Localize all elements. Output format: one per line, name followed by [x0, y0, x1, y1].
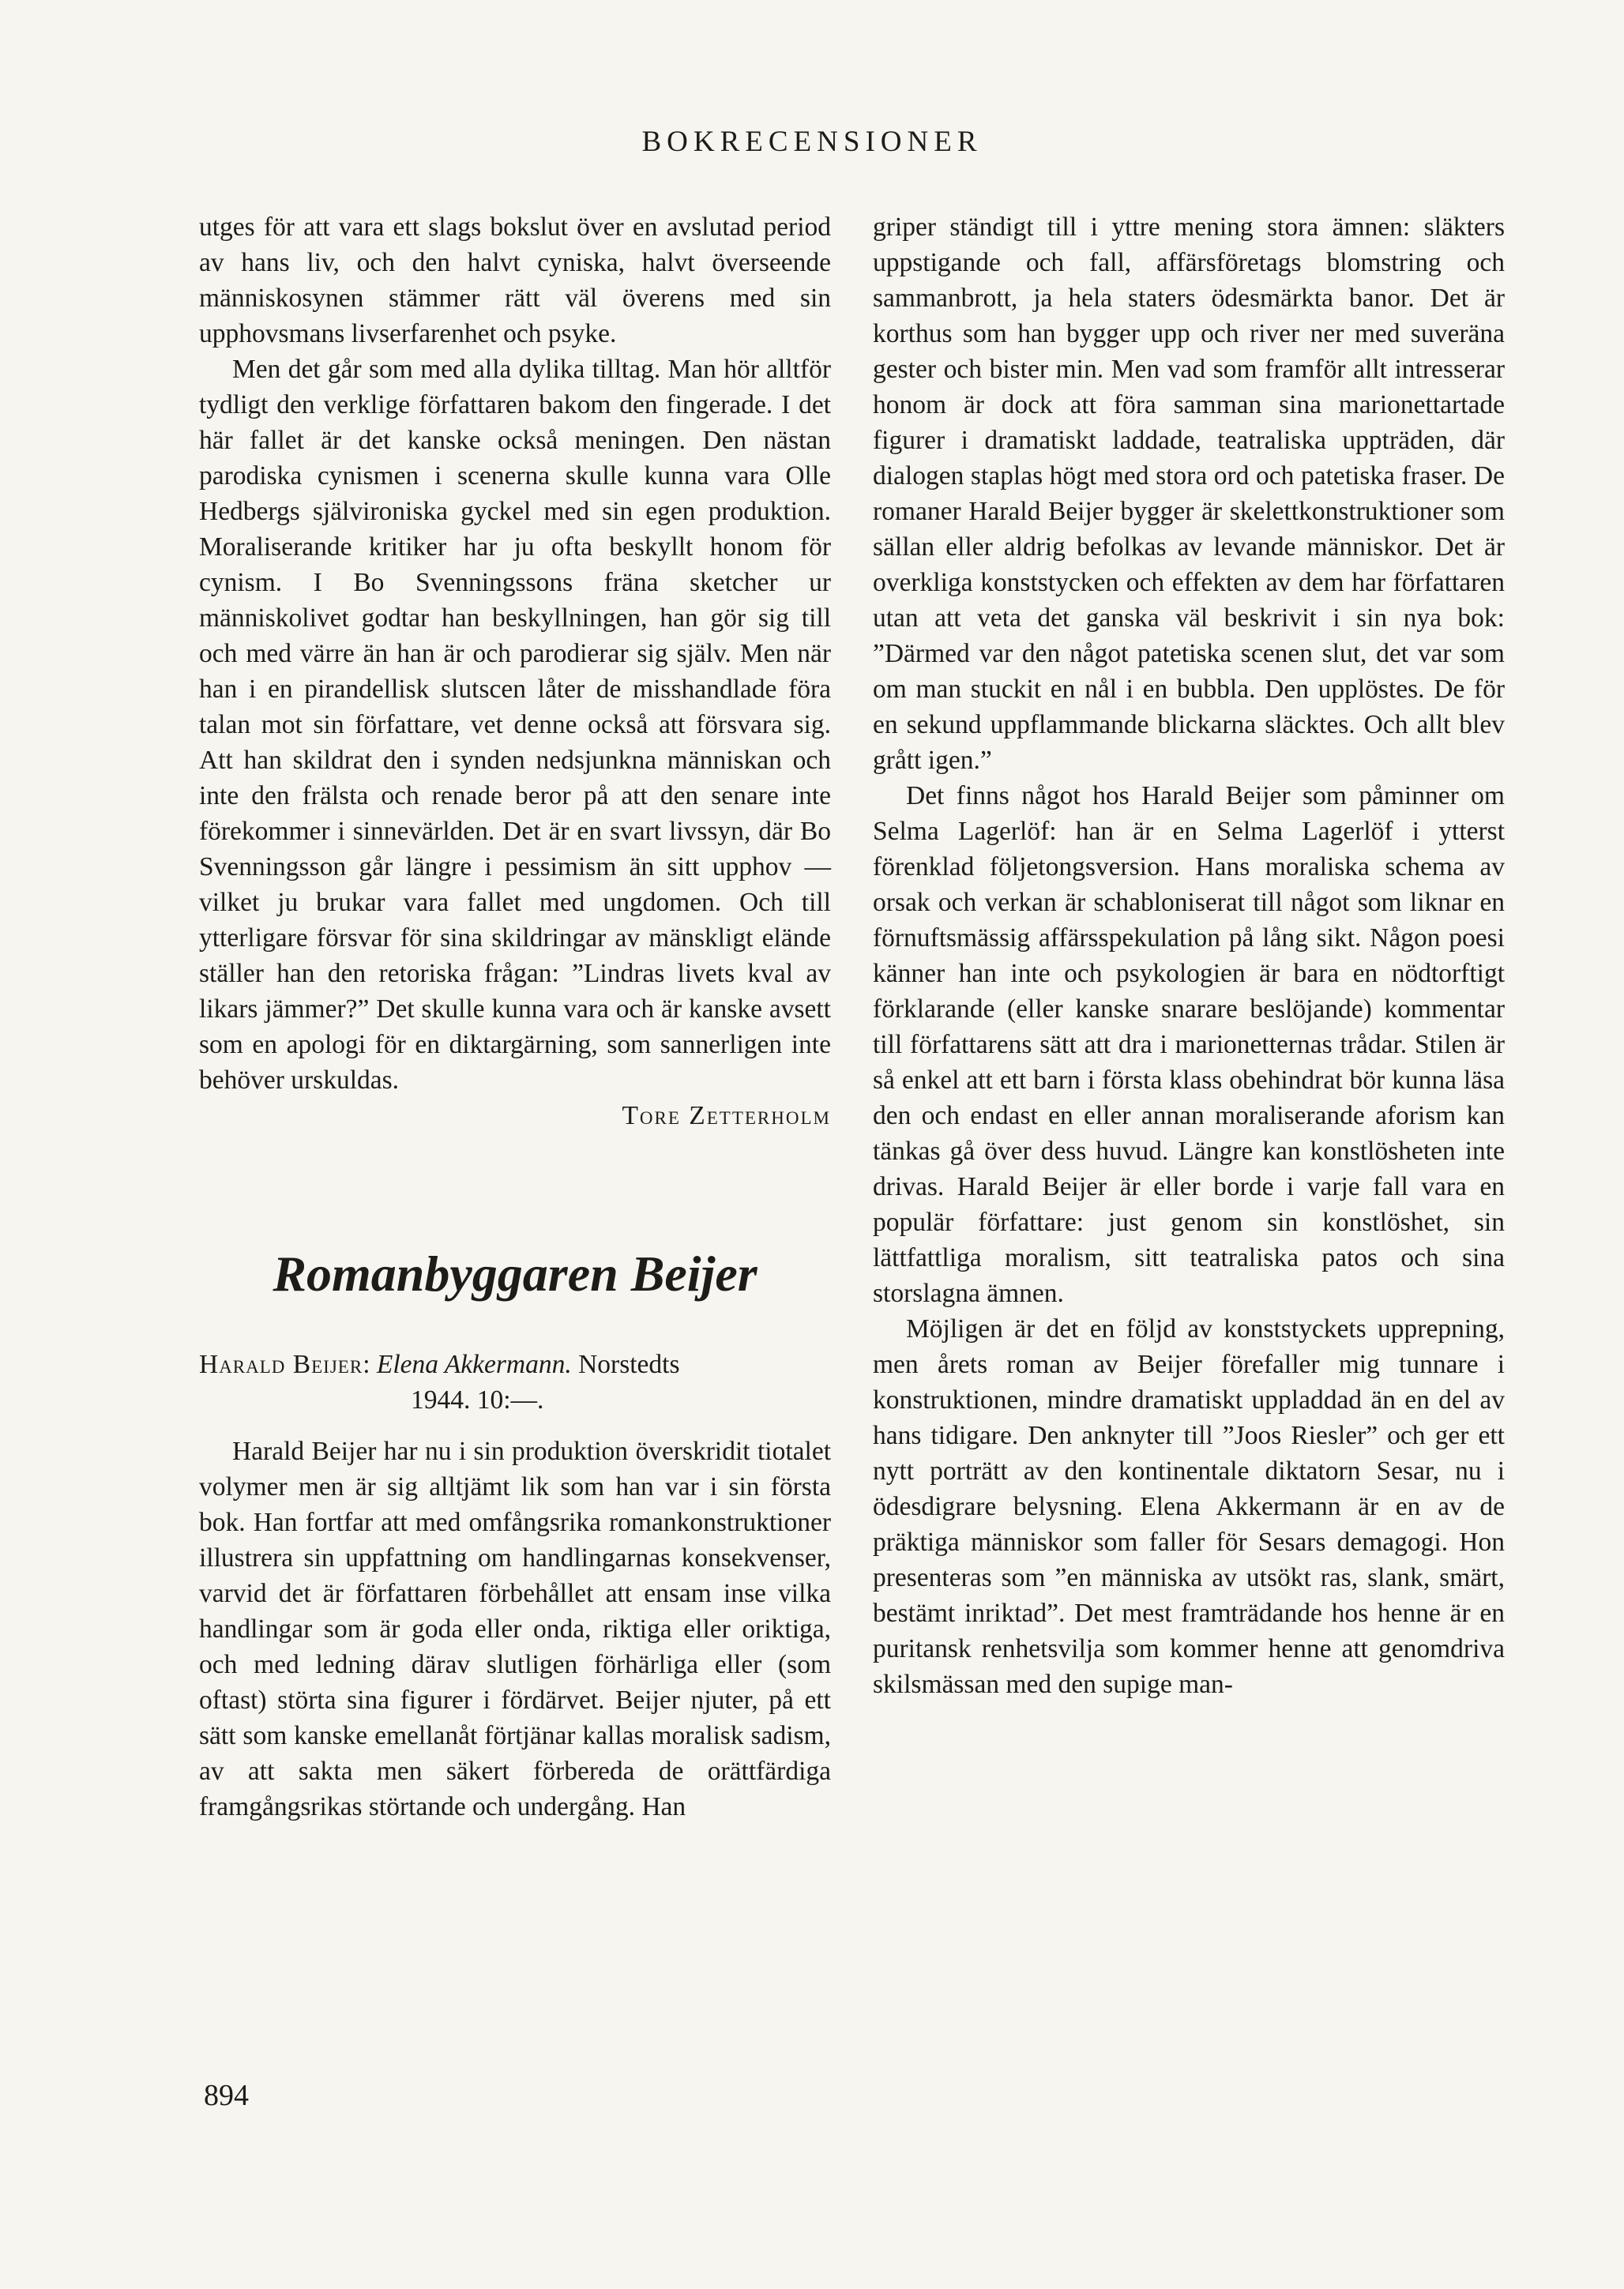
- review-signature: Tore Zetterholm: [622, 1101, 831, 1130]
- bibliography-entry: [199, 1347, 831, 1418]
- left-paragraph-1: utges för att vara ett slags bokslut över en avslutad period av hans liv, och den halvt cyniska, halvt överseende människosynen stämmer rätt väl överens med sin upphovsmans livserfarenhet och psyke.: [199, 212, 831, 348]
- left-paragraph-3: Harald Beijer har nu i sin produktion överskridit tiotalet volymer men är sig alltjämt lik som han var i sin första bok. Han fortfar att med omfångsrika romankonstruktioner illustrera sin uppfattning om handlingarnas konsekvenser, varvid det är författaren förbehållet att ensam inse vilka handlingar som är goda eller onda, riktiga eller oriktiga, och med ledning därav slutligen förhärliga eller (som oftast) störta sina figurer i fördärvet. Beijer njuter, på ett sätt som kanske emellanåt förtjänar kallas moralisk sadism, av att sakta men säkert förbereda de orättfärdiga framgångsrikas störtande och undergång. Han: [199, 1437, 831, 1821]
- right-paragraph-1: griper ständigt till i yttre mening stora ämnen: släkters uppstigande och fall, affärsföretags blomstring och sammanbrott, ja hela staters ödesmärkta banor. Det är korthus som han bygger upp och river ner med suveräna gester och bister min. Men vad som framför allt intresserar honom är dock att föra samman sina marionettartade figurer i dramatiskt laddade, teatraliska uppträden, där dialogen staplas högt med stora ord och patetiska fraser. De romaner Harald Beijer bygger är skelettkonstruktioner som sällan eller aldrig befolkas av levande människor. Det är overkliga konststycken och effekten av dem har författaren utan att veta det ganska väl beskrivit i sin nya bok: ”Därmed var den något patetiska scenen slut, det var som om man stuckit en nål i en bubbla. Den upplöstes. De för en sekund uppflammande blickarna släcktes. Och allt blev grått igen.”: [873, 212, 1505, 775]
- page-number: 894: [204, 2079, 249, 2112]
- right-paragraph-2: Det finns något hos Harald Beijer som påminner om Selma Lagerlöf: han är en Selma Lagerlöf i ytterst förenklad följetongsversion. Hans moraliska schema av orsak och verkan är schabloniserat till något som liknar en förnuftsmässig affärsspekulation på lång sikt. Någon poesi känner han inte och psykologien är bara en nödtorftigt förklarande (eller kanske snarare beslöjande) kommentar till författarens sätt att dra i marionetternas trådar. Stilen är så enkel att ett barn i första klass obehindrat bör kunna läsa den och endast en eller annan moraliserande aforism kan tänkas gå över dess huvud. Längre kan konstlösheten inte drivas. Harald Beijer är eller borde i varje fall vara en populär författare: just genom sin konstlöshet, sin lättfattliga moralism, sitt teatraliska patos och sina storslagna ämnen.: [873, 781, 1505, 1308]
- left-column: [199, 209, 831, 1825]
- bibliography-author: Harald Beijer: [199, 1350, 363, 1379]
- right-paragraph-3: Möjligen är det en följd av konststyckets upprepning, men årets roman av Beijer förefaller mig tunnare i konstruktionen, mindre dramatiskt uppladdad än en del av hans tidigare. Den anknyter till ”Joos Riesler” och ger ett nytt porträtt av den kontinentale diktatorn Sesar, nu i ödesdigrare belysning. Elena Akkermann är en av de präktiga människor som faller för Sesars demagogi. Hon presenteras som ”en människa av utsökt ras, slank, smärt, bestämt inriktad”. Det mest framträdande hos henne är en puritansk renhetsvilja som kommer henne att genomdriva skilsmässan med den supige man-: [873, 1314, 1505, 1699]
- review-title: Romanbyggaren Beijer: [273, 1246, 757, 1302]
- bibliography-separator: :: [363, 1350, 370, 1379]
- bibliography-work-title: Elena Akkermann.: [376, 1350, 572, 1379]
- right-column: [873, 209, 1505, 1702]
- running-header: BOKRECENSIONER: [641, 126, 983, 158]
- bibliography-year-price: 1944. 10:—.: [411, 1385, 544, 1415]
- left-paragraph-2: Men det går som med alla dylika tilltag. Man hör alltför tydligt den verklige författaren bakom den fingerade. I det här fallet är det kanske också meningen. Den nästan parodiska cynismen i scenerna skulle kunna vara Olle Hedbergs självironiska gyckel med sin egen produktion. Moraliserande kritiker har ju ofta beskyllt honom för cynism. I Bo Svenningssons fräna sketcher ur människolivet godtar han beskyllningen, han gör sig till och med värre än han är och parodierar sig själv. Men när han i en pirandellisk slutscen låter de misshandlade föra talan mot sin författare, vet denne också att försvara sig. Att han skildrat den i synden nedsjunkna människan och inte den frälsta och renade beror på att den senare inte förekommer i sinnevärlden. Det är en svart livssyn, där Bo Svenningsson går längre i pessimism än sitt upphov — vilket ju brukar vara fallet med ungdomen. Och till ytterligare försvar för sina skildringar av mänskligt elände ställer han den retoriska frågan: ”Lindras livets kval av likars jämmer?” Det skulle kunna vara och är kanske avsett som en apologi för en diktargärning, som sannerligen inte behöver urskuldas.: [199, 355, 831, 1095]
- bibliography-publisher: Norstedts: [578, 1350, 680, 1379]
